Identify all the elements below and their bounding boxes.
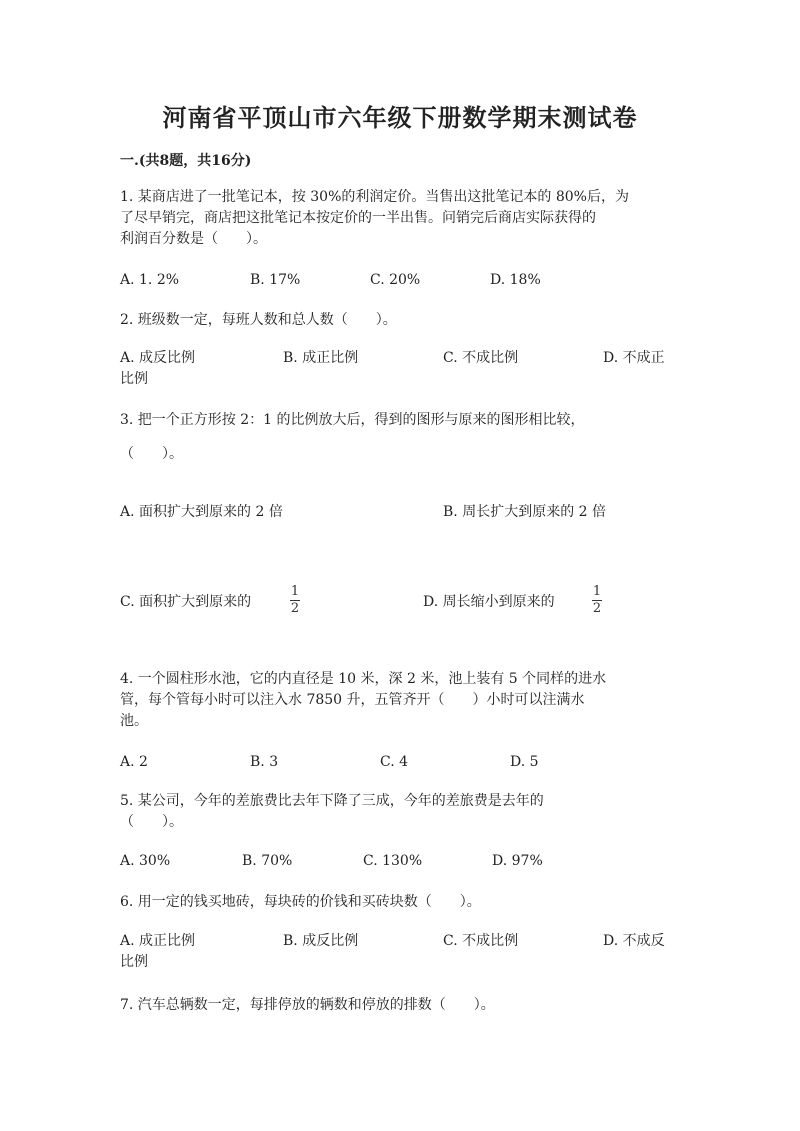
question-2: 2. 班级数一定，每班人数和总人数（ ）。 bbox=[120, 312, 397, 328]
page-title: 河南省平顶山市六年级下册数学期末测试卷 bbox=[162, 103, 638, 132]
question-3-options-row-1 bbox=[120, 502, 680, 524]
option-c[interactable]: C. 不成比例 bbox=[443, 350, 519, 366]
option-c[interactable]: C. 20% bbox=[370, 272, 421, 288]
question-1-line-1: 1. 某商店进了一批笔记本，按 30%的利润定价。当售出这批笔记本的 80%后，为 bbox=[120, 189, 629, 205]
option-b[interactable]: B. 17% bbox=[250, 272, 301, 288]
question-3-line-1: 3. 把一个正方形按 2：1 的比例放大后，得到的图形与原来的图形相比较， bbox=[120, 412, 585, 428]
option-b[interactable]: B. 70% bbox=[242, 853, 293, 869]
question-1-line-3: 利润百分数是（ ）。 bbox=[120, 231, 267, 247]
question-4-line-2: 管，每个管每小时可以注入水 7850 升，五管齐开（ ）小时可以注满水 bbox=[120, 692, 585, 708]
question-6-option-d-continued: 比例 bbox=[120, 954, 148, 970]
question-6: 6. 用一定的钱买地砖，每块砖的价钱和买砖块数（ ）。 bbox=[120, 894, 481, 910]
question-6-options bbox=[120, 931, 680, 953]
option-d[interactable]: D. 周长缩小到原来的 bbox=[423, 594, 555, 610]
option-d[interactable]: D. 5 bbox=[510, 754, 539, 770]
option-b[interactable]: B. 成正比例 bbox=[283, 350, 359, 366]
option-c[interactable]: C. 面积扩大到原来的 bbox=[120, 594, 252, 610]
option-a[interactable]: A. 面积扩大到原来的 2 倍 bbox=[120, 504, 283, 520]
question-5-options bbox=[120, 851, 680, 873]
option-a[interactable]: A. 成正比例 bbox=[120, 933, 196, 949]
question-4-line-1: 4. 一个圆柱形水池，它的内直径是 10 米，深 2 米，池上装有 5 个同样的进水 bbox=[120, 671, 607, 687]
option-c-fraction bbox=[290, 585, 300, 616]
question-3-line-2: （ ）。 bbox=[120, 446, 183, 462]
option-c[interactable]: C. 130% bbox=[363, 853, 423, 869]
option-d-fraction bbox=[592, 585, 602, 616]
question-5-line-1: 5. 某公司，今年的差旅费比去年下降了三成，今年的差旅费是去年的 bbox=[120, 793, 544, 809]
question-2-options bbox=[120, 348, 680, 370]
option-d[interactable]: D. 不成反 bbox=[603, 933, 665, 949]
option-a[interactable]: A. 成反比例 bbox=[120, 350, 196, 366]
question-5-line-2: （ ）。 bbox=[120, 814, 183, 830]
option-a[interactable]: A. 30% bbox=[120, 853, 171, 869]
option-a[interactable]: A. 1. 2% bbox=[120, 272, 180, 288]
fraction-numerator: 1 bbox=[290, 584, 300, 599]
option-c[interactable]: C. 不成比例 bbox=[443, 933, 519, 949]
section-heading: 一.(共8题，共16分) bbox=[120, 153, 252, 169]
option-d[interactable]: D. 不成正 bbox=[603, 350, 665, 366]
option-b[interactable]: B. 3 bbox=[250, 754, 279, 770]
question-4-line-3: 池。 bbox=[120, 713, 148, 729]
option-d[interactable]: D. 97% bbox=[492, 853, 543, 869]
question-1-line-2: 了尽早销完，商店把这批笔记本按定价的一半出售。问销完后商店实际获得的 bbox=[120, 210, 596, 226]
question-5 bbox=[120, 791, 680, 833]
fraction-numerator: 1 bbox=[592, 584, 602, 599]
question-4 bbox=[120, 669, 680, 732]
question-1-options bbox=[120, 270, 680, 292]
option-a[interactable]: A. 2 bbox=[120, 754, 148, 770]
fraction-denominator: 2 bbox=[290, 601, 300, 616]
option-b[interactable]: B. 周长扩大到原来的 2 倍 bbox=[443, 504, 606, 520]
question-2-option-d-continued: 比例 bbox=[120, 371, 148, 387]
option-b[interactable]: B. 成反比例 bbox=[283, 933, 359, 949]
question-4-options bbox=[120, 752, 680, 774]
question-1 bbox=[120, 187, 680, 250]
option-d[interactable]: D. 18% bbox=[490, 272, 541, 288]
question-7: 7. 汽车总辆数一定，每排停放的辆数和停放的排数（ ）。 bbox=[120, 997, 495, 1013]
fraction-denominator: 2 bbox=[592, 601, 602, 616]
option-c[interactable]: C. 4 bbox=[380, 754, 409, 770]
